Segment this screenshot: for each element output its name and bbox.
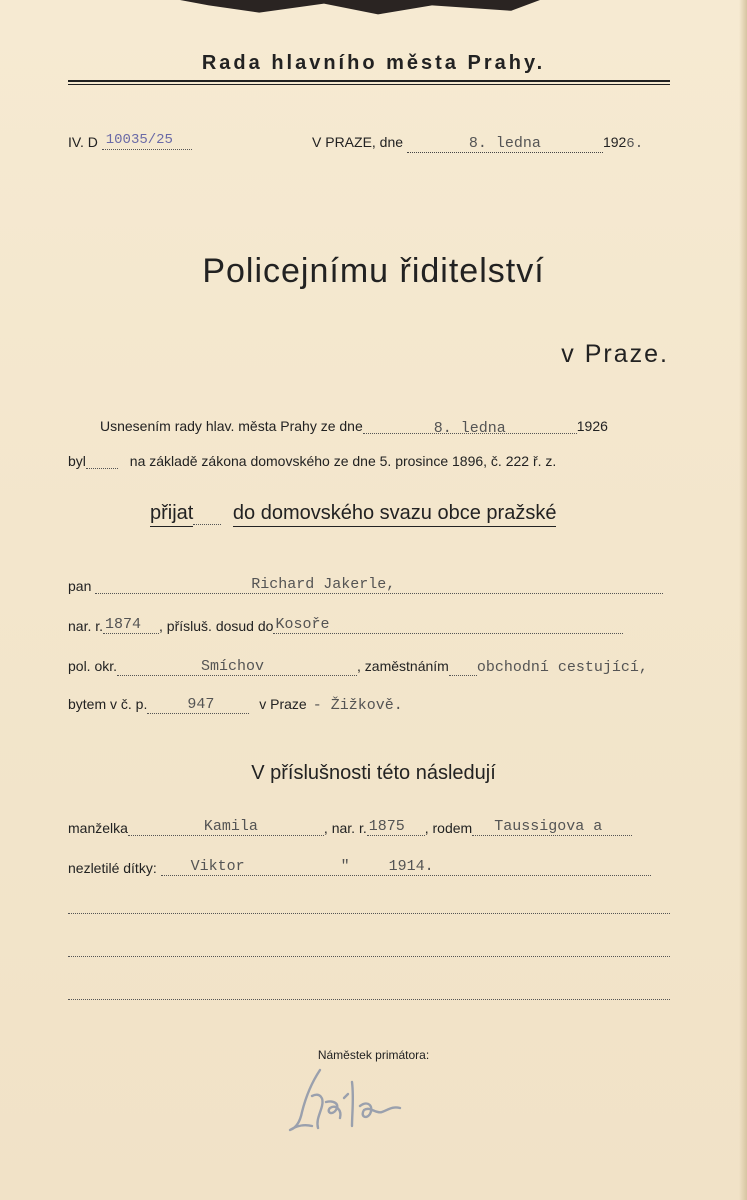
rodem-label: , rodem: [424, 820, 473, 836]
accept-field: [193, 506, 221, 525]
prislus-field: [273, 616, 623, 634]
child-name: Viktor: [190, 858, 245, 875]
person-name-line: [68, 578, 663, 594]
zam-label: , zaměstnáním: [357, 658, 449, 674]
child-year: 1914.: [388, 858, 434, 875]
pol-field: [117, 658, 357, 676]
wife-label: manželka: [68, 820, 128, 836]
date-year-prefix: 192: [602, 134, 627, 150]
resolution-line: [100, 418, 608, 437]
rodem-field: [472, 818, 632, 836]
date-prefix: V PRAZE, dne: [312, 134, 404, 150]
cp-field: [147, 696, 249, 714]
wife-field: [128, 818, 324, 836]
signature-label: Náměstek primátora:: [317, 1048, 430, 1062]
reference-value: 10035/25: [105, 132, 173, 148]
family-heading: V příslušnosti této následují: [251, 762, 496, 784]
reference-prefix: IV. D: [68, 134, 98, 150]
torn-edge: [180, 0, 540, 18]
blank-line: [68, 912, 670, 914]
person-name: Richard Jakerle,: [251, 576, 396, 593]
accept-word: přijat: [150, 502, 193, 527]
resolution-date-field: [363, 419, 577, 437]
paper-edge: [739, 0, 747, 1200]
wife-name: Kamila: [203, 818, 258, 835]
born-field: [103, 616, 159, 634]
resolution-text: Usnesením rady hlav. města Prahy ze dne: [100, 418, 363, 434]
wife-born-field: [367, 818, 425, 836]
born-label: nar. r.: [68, 618, 104, 634]
pan-label: pan: [68, 578, 92, 594]
district-line: [68, 658, 648, 676]
resolution-byl: byl: [68, 453, 86, 469]
council-header: Rada hlavního města Prahy.: [201, 52, 546, 74]
blank-line: [68, 998, 670, 1000]
children-line: [68, 860, 651, 876]
wife-line: [68, 820, 632, 836]
date-year-suffix: 6.: [626, 136, 644, 152]
name-field: [95, 576, 663, 594]
prislus-value: Kosoře: [275, 616, 330, 633]
reference-number: [68, 134, 192, 150]
wife-born: 1875: [368, 818, 405, 835]
cp-value: 947: [187, 696, 215, 713]
acceptance-line: [150, 502, 556, 525]
zam-value: obchodní cestující,: [476, 659, 648, 676]
pol-value: Smíchov: [201, 658, 265, 675]
byl-field: [86, 454, 118, 469]
wife-born-label: , nar. r.: [323, 820, 367, 836]
prislus-label: , přísluš. dosud do: [159, 618, 274, 634]
header-rule: [68, 80, 670, 82]
rodem-value: Taussigova a: [494, 818, 603, 835]
zam-gap: [449, 661, 477, 676]
resolution-line-2: [68, 453, 556, 469]
resolution-law: na základě zákona domovského ze dne 5. prosince 1896, č. 222 ř. z.: [129, 453, 557, 469]
blank-line: [68, 955, 670, 957]
date-field: [407, 134, 603, 153]
bytem-label: bytem v č. p.: [68, 696, 148, 712]
resolution-date: 8. ledna: [433, 420, 506, 437]
children-label: nezletilé dítky:: [68, 860, 157, 876]
recipient-city: v Praze.: [561, 340, 669, 368]
birth-line: [68, 618, 623, 634]
praze-value: - Žižkově.: [312, 697, 403, 714]
accept-rest: do domovského svazu obce pražské: [233, 502, 557, 527]
children-field: [161, 858, 651, 876]
pol-label: pol. okr.: [68, 658, 118, 674]
resolution-year: 1926: [576, 418, 608, 434]
date-day: 8. ledna: [468, 135, 541, 152]
reference-field: [102, 132, 192, 150]
born-year: 1874: [105, 616, 142, 633]
issue-date: [312, 134, 643, 153]
header-rule-thin: [68, 84, 670, 85]
signature-image: [282, 1062, 412, 1142]
praze-label: v Praze: [259, 696, 307, 712]
residence-line: [68, 696, 403, 714]
recipient-title: Policejnímu řiditelství: [202, 252, 545, 290]
child-ditto: ": [340, 858, 350, 875]
